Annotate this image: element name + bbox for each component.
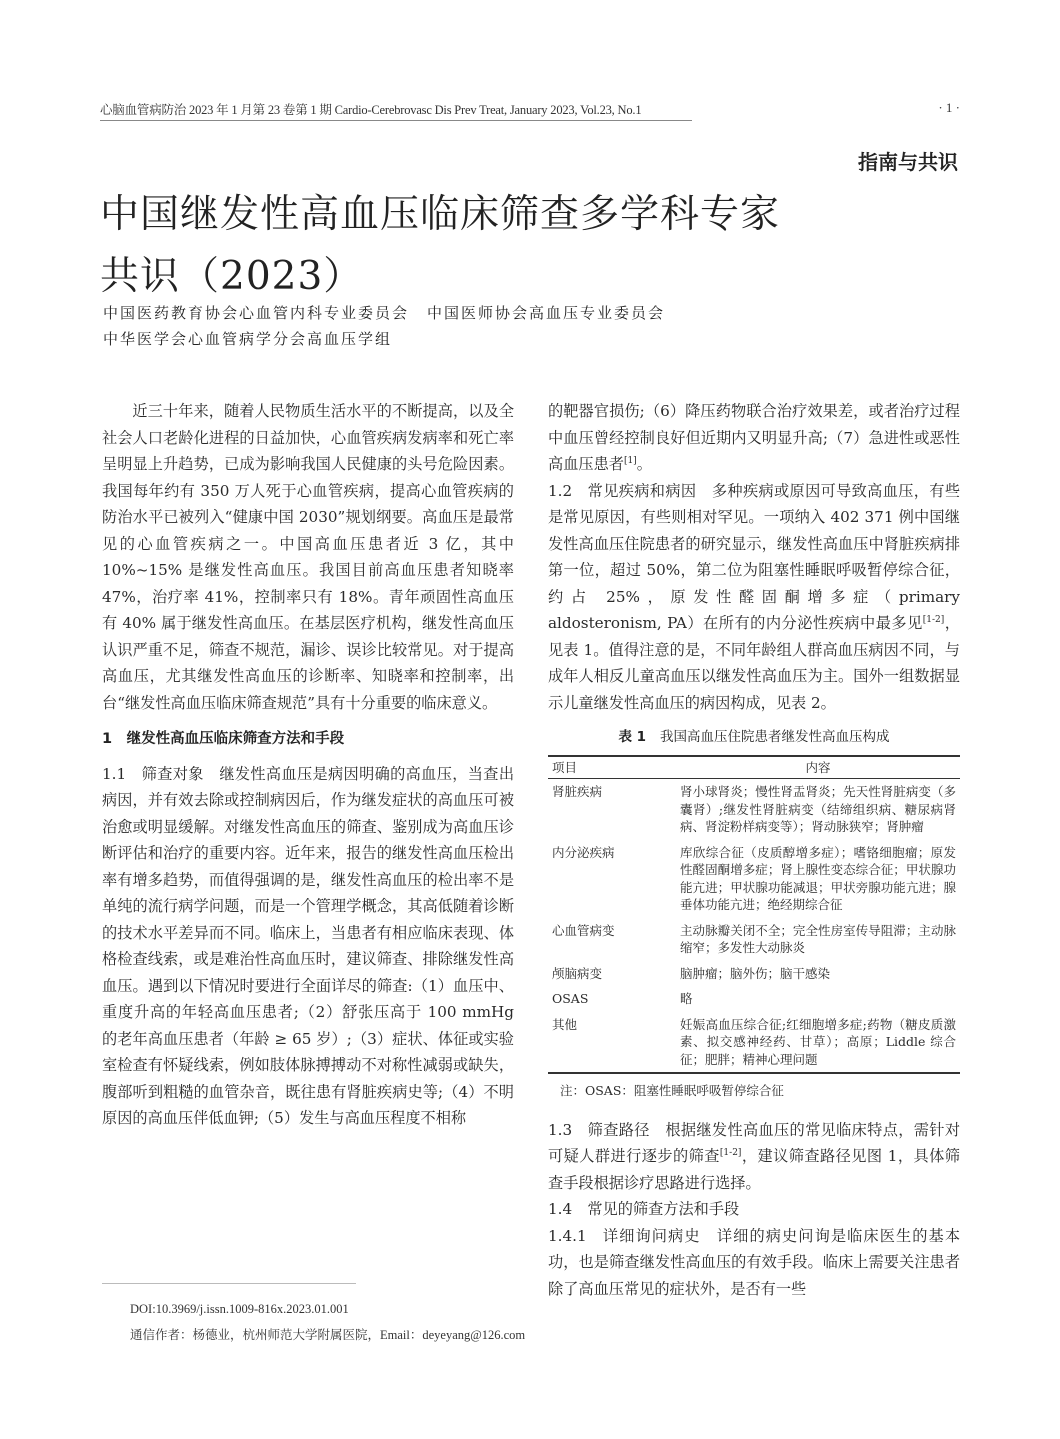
paragraph-text: 继发性高血压是病因明确的高血压，当查出病因，并有效去除或控制病因后，作为继发症状的高血压可被治愈或明显缓解。对继发性高血压的筛查、鉴别成为高血压诊断评估和治疗的重要内容。近年来，报告的继发性高血压检出率有增多趋势，而值得强调的是，继发性高血压的检出率不是单纯的流行病学问题，而是一个管理学概念，其高低随着诊断的技术水平差异而不同。临床上，当患者有相应临床表现、体格检查线索，或是难治性高血压时，建议筛查、排除继发性高血压。遇到以下情况时要进行全面详尽的筛查:（1）血压中、重度升高的年轻高血压患者;（2）舒张压高于 100 mmHg 的老年高血压患者（年龄 ≥ 65 岁）;（3）症状、体征或实验室检查有怀疑线索，例如肢体脉搏搏动不对称性减弱或缺失，腹部听到粗糙的血管杂音，既往患有肾脏疾病史等;（4）不明原因的高血压伴低血钾;（5）发生与高血压程度不相称 [102,764,515,1127]
paragraph-text: 的靶器官损伤;（6）降压药物联合治疗效果差，或者治疗过程中血压曾经控制良好但近期内又明显升高;（7）急进性或恶性高血压患者 [548,402,960,473]
doi: DOI:10.3969/j.issn.1009-816x.2023.01.001 [130,1302,349,1316]
footnote-divider [102,1283,356,1284]
table-row [548,986,960,1012]
page-number: · 1 · [938,100,960,115]
correspondence: 通信作者：杨德业，杭州师范大学附属医院，Email：deyeyang@126.com [130,1328,526,1342]
author-org: 中华医学会心血管病学分会高血压学组 [103,330,393,348]
table-row [548,918,960,961]
column-header: 项目 [548,756,676,779]
subsection-title: 常见疾病和病因 [587,481,697,500]
subsection-number: 1.1 [102,764,127,783]
table-row [548,840,960,918]
citation[interactable]: [1-2] [719,1147,742,1158]
title-line-2: 共识（2023） [100,254,364,299]
paragraph-1-1-cont [548,398,960,478]
table-cell: 肾脏疾病 [552,784,603,799]
paragraph-text: ，见表 1。值得注意的是，不同年龄组人群高血压病因不同，与成年人相反儿童高血压以继发性高血压为主。国外一组数据显示儿童继发性高血压的病因构成，见表 2。 [548,614,960,712]
table-header-row [548,756,960,779]
table-row [548,1012,960,1074]
table-cell: 其他 [552,1016,578,1032]
subsection-number: 1.2 [548,481,573,500]
subsection-title: 筛查路径 [587,1120,650,1139]
table-cell: 主动脉瓣关闭不全；完全性房室传导阻滞；主动脉缩窄；多发性大动脉炎 [680,922,956,955]
paragraph-text: 详细的病史问询是临床医生的基本功，也是筛查继发性高血压的有效手段。临床上需要关注患者除了高血压常见的症状外，是否有一些 [548,1226,961,1298]
title-line-1: 中国继发性高血压临床筛查多学科专家 [100,192,781,237]
subsection-title: 常见的筛查方法和手段 [587,1200,740,1218]
table-row [548,961,960,987]
column-label: 指南与共识 [858,150,958,174]
paragraph-1-4-1 [548,1223,960,1303]
subsection-title: 详细询问病史 [601,1226,701,1245]
table-cell: 肾小球肾炎；慢性肾盂肾炎；先天性肾脏病变（多囊肾）;继发性肾脏病变（结缔组织病、糖尿病肾病、肾淀粉样病变等）；肾动脉狭窄；肾肿瘤 [680,784,956,834]
intro-paragraph: 近三十年来，随着人民物质生活水平的不断提高，以及全社会人口老龄化进程的日益加快，心血管疾病发病率和死亡率呈明显上升趋势，已成为影响我国人民健康的头号危险因素。我国每年约有 350 万人死于心血管疾病，提高心血管疾病的防治水平已被列入“健康中国 2030”规划纲要。高血压是最常见的心血管疾病之一。中国高血压患者近 3 亿，其中 10%~15% 是继发性高血压。我国目前高血压患者知晓率 47%，治疗率 41%，控制率只有 18%。青年顽固性高血压有 40% 属于继发性高血压。在基层医疗机构，继发性高血压认识严重不足，筛查不规范，漏诊、误诊比较常见。对于提高高血压，尤其继发性高血压的诊断率、知晓率和控制率，出台“继发性高血压临床筛查规范”具有十分重要的临床意义。 [102,402,514,712]
table-cell: 心血管病变 [552,922,615,938]
subsection-number: 1.4.1 [548,1226,587,1245]
section-heading [102,726,514,753]
table-cell: 略 [680,991,693,1006]
citation[interactable]: [1-2] [922,614,945,625]
column-header: 内容 [676,756,960,779]
paragraph-1-1 [102,761,514,1132]
table-caption [548,724,960,751]
table-cell: 颅脑病变 [552,965,603,981]
punctuation: 。 [636,455,652,473]
article-title [100,184,800,308]
paragraph-text: 多种疾病或原因可导致高血压，有些是常见原因，有些则相对罕见。一项纳入 402 371 例中国继发性高血压住院患者的研究显示，继发性高血压中肾脏疾病排第一位，超过 50%，第二位为阻塞性睡眠呼吸暂停综合征，约占 25%，原发性醛固酮增多症（primary aldosteronism, PA）在所有的内分泌性疾病中最多见 [548,481,961,632]
table-title: 我国高血压住院患者继发性高血压构成 [660,729,890,745]
footnotes [130,1296,525,1348]
section-number: 1 [102,731,113,747]
paragraph-1-2 [548,478,960,717]
paragraph-text: ，建议筛查路径见图 1，具体筛查手段根据诊疗思路进行选择。 [548,1147,960,1192]
running-header: 心脑血管病防治 2023 年 1 月第 23 卷第 1 期 Cardio-Cerebrovasc Dis Prev Treat, January 2023, Vol.23, No.1 [100,100,692,121]
table-row [548,779,960,840]
paragraph-text: 根据继发性高血压的常见临床特点，需针对可疑人群进行逐步的筛查 [548,1120,961,1165]
table-cell: 内分泌疾病 [552,844,615,860]
table-cell: 脑肿瘤；脑外伤；脑干感染 [680,965,831,981]
left-column [102,398,514,1132]
author-org: 中国医药教育协会心血管内科专业委员会 [103,304,410,322]
author-org: 中国医师协会高血压专业委员会 [427,304,666,322]
paragraph-1-3 [548,1117,960,1197]
heading-1-4 [548,1196,960,1223]
table-cell: 库欣综合征（皮质醇增多症）；嗜铬细胞瘤；原发性醛固酮增多症；肾上腺性变态综合征；甲状腺功能亢进；甲状腺功能减退；甲状旁腺功能亢进；腺垂体功能亢进；绝经期综合征 [680,844,956,912]
table-note: 注：OSAS：阻塞性睡眠呼吸暂停综合征 [560,1083,784,1098]
section-title: 继发性高血压临床筛查方法和手段 [126,731,345,747]
table-cell: 妊娠高血压综合征;红细胞增多症;药物（糖皮质激素、拟交感神经药、甘草）；高原；Liddle 综合征；肥胖；精神心理问题 [680,1016,956,1067]
table-1 [548,755,960,1075]
subsection-number: 1.3 [548,1120,573,1139]
citation[interactable]: [1] [623,455,637,466]
subsection-title: 筛查对象 [141,764,204,783]
table-label: 表 1 [618,729,647,745]
author-affiliations [103,300,665,352]
right-column [548,398,960,1302]
table-cell: OSAS [552,991,589,1006]
subsection-number: 1.4 [548,1200,573,1218]
